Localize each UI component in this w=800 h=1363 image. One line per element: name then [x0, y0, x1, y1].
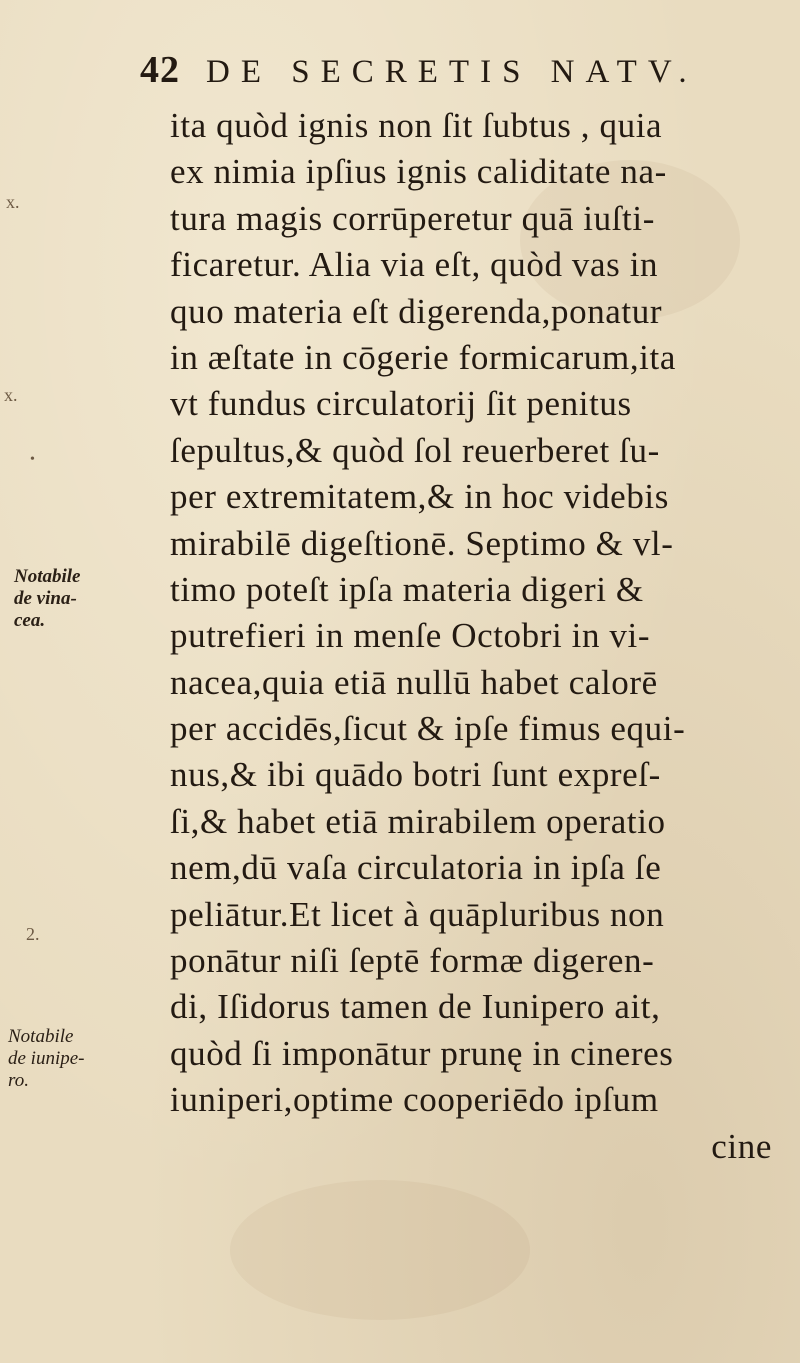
running-head — [140, 48, 780, 98]
text-line: ſi,& habet etiā mirabilem operatio — [170, 801, 666, 841]
catchword: cine — [711, 1126, 772, 1166]
margin-mark: x. — [4, 385, 18, 405]
marginal-note-vinacea — [14, 566, 81, 632]
text-line: timo poteſt ipſa materia digeri & — [170, 569, 644, 609]
page-number: 42 — [140, 49, 180, 91]
text-line: ficaretur. Alia via eſt, quòd vas in — [170, 245, 659, 285]
body-text — [170, 103, 780, 1170]
running-title: DE SECRETIS NATV. — [206, 54, 698, 90]
text-line: vt fundus circulatorij ſit penitus — [170, 384, 632, 424]
text-line: quo materia eſt digerenda,ponatur — [170, 291, 663, 331]
text-line: mirabilē digeſtionē. Septimo & vl- — [170, 523, 674, 563]
marginal-note-iunipero — [8, 1026, 85, 1092]
text-line: di, Iſidorus tamen de Iunipero ait, — [170, 987, 661, 1027]
text-line: per extremitatem,& in hoc videbis — [170, 477, 669, 517]
text-line: peliātur.Et licet à quāpluribus non — [170, 894, 665, 934]
text-line: ponātur niſi ſeptē formæ digeren- — [170, 941, 655, 981]
text-line: quòd ſi imponātur prunę in cineres — [170, 1033, 674, 1073]
margin-mark: • — [30, 452, 35, 467]
note-line: ro. — [8, 1070, 29, 1091]
text-line: putrefieri in menſe Octobri in vi- — [170, 616, 651, 656]
text-line: iuniperi,optime cooperiēdo ipſum — [170, 1080, 659, 1120]
paper-stain — [230, 1180, 530, 1320]
note-line: cea. — [14, 610, 46, 631]
text-line: ita quòd ignis non ſit ſubtus , quia — [170, 106, 663, 145]
text-line: ſepultus,& quòd ſol reuerberet ſu- — [170, 430, 660, 470]
text-line: nacea,quia etiā nullū habet calorē — [170, 662, 658, 702]
note-line: Notabile — [14, 566, 81, 587]
note-line: Notabile — [8, 1026, 74, 1047]
text-line: in æſtate in cōgerie formicarum,ita — [170, 337, 676, 377]
note-line: de iunipe- — [8, 1048, 85, 1069]
text-line: nus,& ibi quādo botri ſunt expreſ- — [170, 755, 661, 795]
text-line: tura magis corrūperetur quā iuſti- — [170, 198, 655, 238]
note-line: de vina- — [14, 588, 77, 609]
text-line: nem,dū vaſa circulatoria in ipſa ſe — [170, 848, 662, 888]
margin-mark: 2. — [26, 924, 40, 944]
margin-mark: x. — [6, 192, 20, 212]
text-line: ex nimia ipſius ignis caliditate na- — [170, 152, 667, 192]
text-line: per accidēs,ſicut & ipſe fimus equi- — [170, 709, 686, 749]
